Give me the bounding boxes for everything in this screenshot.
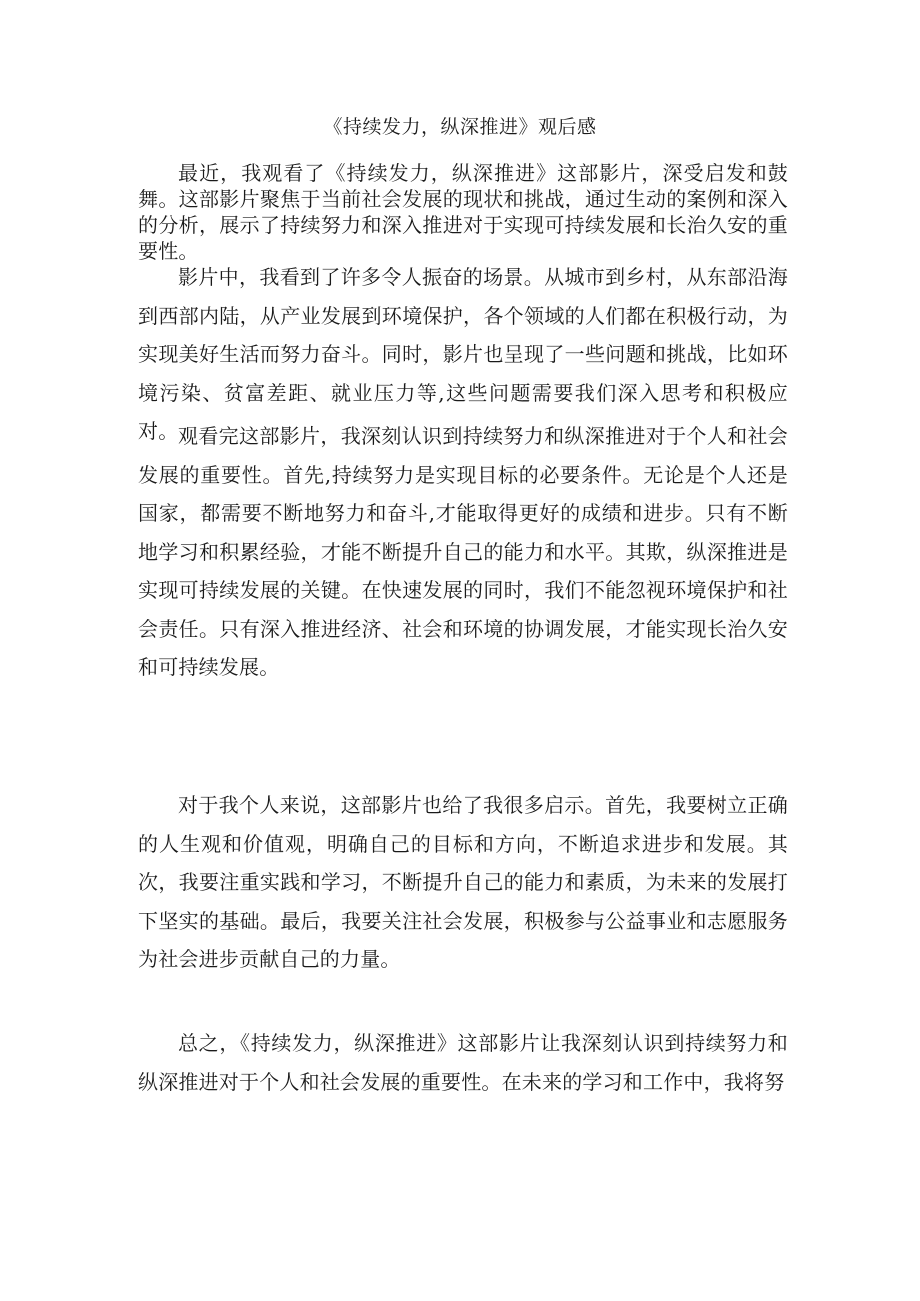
paragraph-reflection: 观看完这部影片，我深刻认识到持续努力和纵深推进对于个人和社会发展的重要性。首先,持续努力是实现目标的必要条件。无论是个人还是国家，都需要不断地努力和奋斗,才能取得更好的成绩和进步。只有不断地学习和积累经验，才能不断提升自己的能力和水平。其欺，纵深推进是实现可持续发展的关键。在快速发展的同时，我们不能忽视环境保护和社会责任。只有深入推进经济、社会和环境的协调发展，才能实现长治久安和可持续发展。 bbox=[138, 424, 788, 679]
paragraph-conclusion: 总之，《持续发力，纵深推进》这部影片让我深刻认识到持续努力和纵深推进对于个人和社会发展的重要性。在未来的学习和工作中，我将努 bbox=[138, 1031, 788, 1094]
paragraph-personal: 对于我个人来说，这部影片也给了我很多启示。首先，我要树立正确的人生观和价值观，明确自己的目标和方向，不断追求进步和发展。其次，我要注重实践和学习，不断提升自己的能力和素质，为未来的发展打下坚实的基础。最后，我要关注社会发展，积极参与公益事业和志愿服务为社会进步贡献自己的力量。 bbox=[138, 793, 788, 971]
paragraph-scenes: 影片中，我看到了许多令人振奋的场景。从城市到乡村，从东部沿海到西部内陆，从产业发展到环境保护，各个领域的人们都在积极行动，为实现美好生活而努力奋斗。同时，影片也呈现了一些问题和挑战，比如环境污染、贫富差距、就业压力等,这些问题需要我们深入思考和积极应对。 bbox=[138, 265, 788, 443]
document-title: 《持续发力，纵深推进》观后感 bbox=[323, 116, 597, 138]
paragraph-intro: 最近，我观看了《持续发力，纵深推进》这部影片，深受启发和鼓舞。这部影片聚焦于当前社会发展的现状和挑战，通过生动的案例和深入的分析，展示了持续努力和深入推进对于实现可持续发展和长治久安的重要性。 bbox=[138, 161, 788, 263]
